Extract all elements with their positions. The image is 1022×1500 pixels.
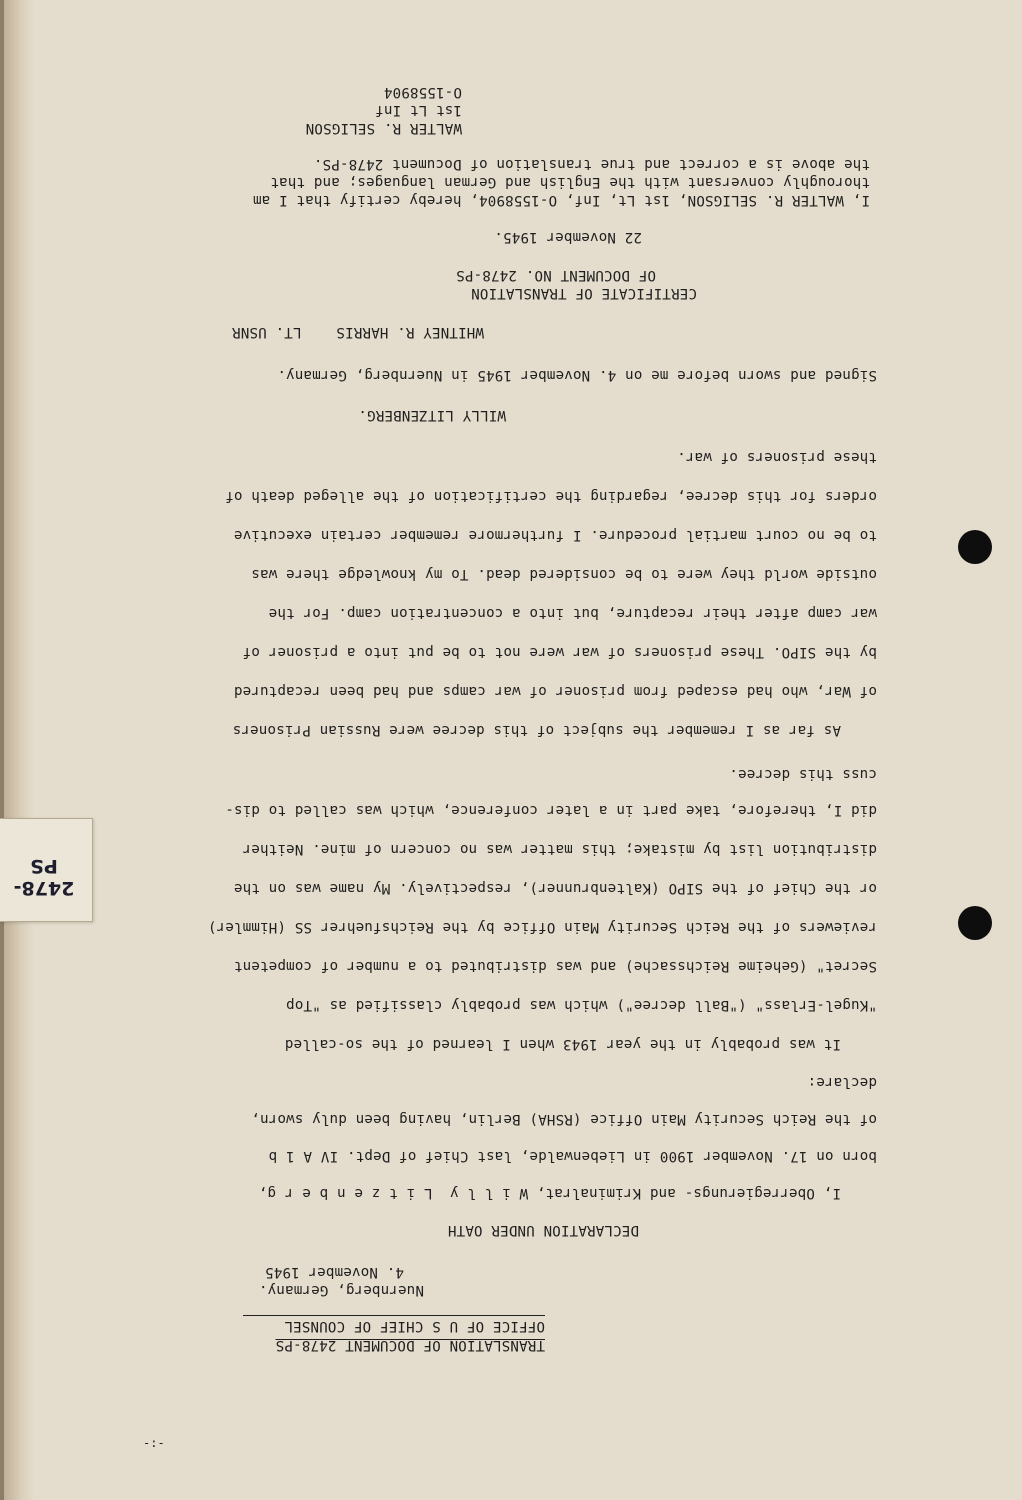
certifier-serial-number: O-1558904 (383, 84, 462, 100)
paragraph-2-line: orders for this decree, regarding the certification of the alleged death of (225, 488, 877, 504)
certificate-subtitle: OF DOCUMENT NO. 2478-PS (456, 267, 656, 283)
stray-mark: -:- (143, 1436, 165, 1450)
paragraph-2-line: outside world they were to be considered dead. To my knowledge there was (251, 566, 877, 582)
dateline-place: Nuernberg, Germany. (258, 1282, 424, 1298)
paragraph-1-line: reviewers of the Reich Security Main Office by the Reichsfuehrer SS (Himmler) (207, 919, 877, 935)
header-line-2: OFFICE OF U S CHIEF OF COUNSEL (284, 1318, 545, 1334)
document-title: DECLARATION UNDER OATH (447, 1222, 639, 1238)
header-line-1: TRANSLATION OF DOCUMENT 2478-PS (275, 1337, 545, 1353)
certifier-rank: 1st Lt Inf (375, 102, 462, 118)
paragraph-2-line: As far as I remember the subject of this decree were Russian Prisoners (232, 722, 841, 738)
paragraph-2-line: war camp after their recapture, but into a concentration camp. For the (268, 605, 877, 621)
declarant-signature: WILLY LITZENBERG. (358, 407, 506, 423)
certifier-name: WALTER R. SELIGSON (305, 120, 462, 136)
paragraph-1-line: It was probably in the year 1943 when I learned of the so-called (284, 1036, 841, 1052)
intro-line: born on 17. November 1900 in Liebenwalde, last Chief of Dept. IV A 1 b (268, 1148, 877, 1164)
dateline-date: 4. November 1945 (264, 1264, 404, 1280)
paragraph-1-line: distribution list by mistake; this matter was no concern of mine. Neither (242, 841, 877, 857)
certificate-body-line: the above is a correct and true translation of Document 2478-PS. (313, 156, 870, 172)
exhibit-tab-label: 2478-PS (13, 855, 75, 899)
certificate-body-line: thoroughly conversant with the English and German languages; and that (270, 174, 870, 190)
paragraph-2-line: to be no court martial procedure. I furthermore remember certain executive (233, 527, 877, 543)
paragraph-1-line: or the Chief of the SIPO (Kaltenbrunner), respectively. My name was on the (233, 880, 877, 896)
certificate-title: CERTIFICATE OF TRANSLATION (471, 285, 697, 301)
sworn-statement: Signed and sworn before me on 4. November 1945 in Nuernberg, Germany. (277, 367, 877, 383)
paragraph-2-line: these prisoners of war. (677, 449, 877, 465)
paragraph-1-line: Secret" (Geheime Reichssache) and was distributed to a number of competent (233, 958, 877, 974)
paragraph-1-line: cuss this decree. (729, 766, 877, 782)
certificate-date: 22 November 1945. (494, 229, 642, 245)
certificate-body-line: I, WALTER R. SELIGSON, 1st Lt, Inf, O-1558904, hereby certify that I am (252, 192, 870, 208)
paragraph-2-line: by the SIPO. These prisoners of war were not to be put into a prisoner of (242, 644, 877, 660)
intro-line: of the Reich Security Main Office (RSHA) Berlin, having been duly sworn, (251, 1111, 877, 1127)
witnessing-officer: WHITNEY R. HARRIS LT. USNR (231, 324, 484, 340)
paragraph-1-line: did I, therefore, take part in a later conference, which was called to dis- (225, 802, 877, 818)
paragraph-2-line: of War, who had escaped from prisoner of war camps and had been recaptured (233, 683, 877, 699)
intro-line: I, Oberregierungs- and Kriminalrat, W i l l y L i t z e n b e r g, (258, 1185, 841, 1201)
intro-line: declare: (807, 1074, 877, 1090)
header-rule (243, 1315, 545, 1316)
paragraph-1-line: "Kugel-Erlass" ("Ball decree") which was probably classified as "Top (285, 997, 877, 1013)
